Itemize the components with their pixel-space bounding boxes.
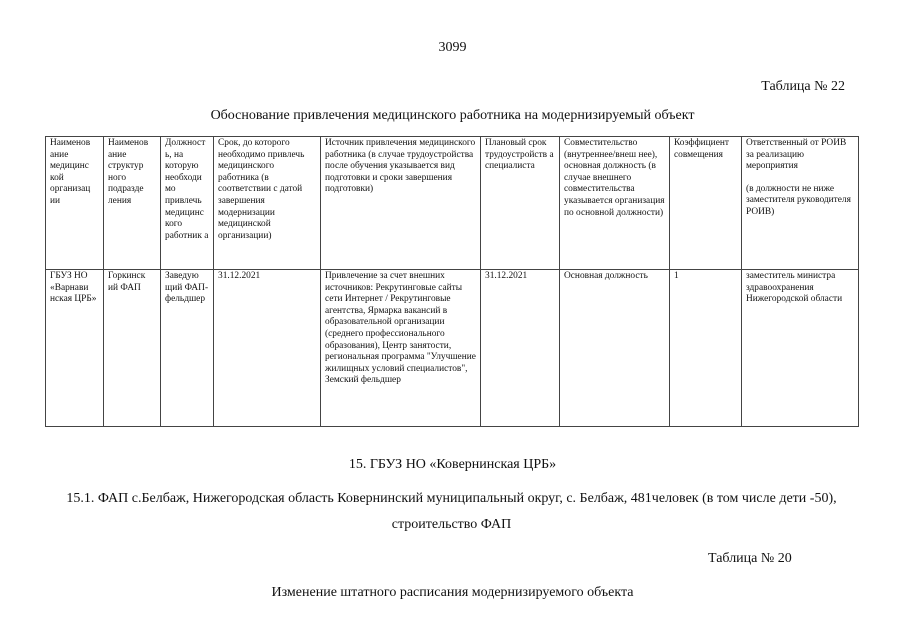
header-cell-deadline: Срок, до которого необходимо привлечь медицинского работника (в соответствии с датой завершения модернизации медицинской организации) <box>214 137 321 270</box>
cell-deadline: 31.12.2021 <box>214 270 321 427</box>
cell-source: Привлечение за счет внешних источников: Рекрутинговые сайты сети Интернет / Рекрутинговые агентства, Ярмарка вакансий в образовательной организации (среднего профессионального образования), Центр занятости, региональная программа "Улучшение жилищных условий специалистов", Земский фельдшер <box>321 270 481 427</box>
header-cell-responsible <box>742 137 859 270</box>
header-responsible-note: (в должности не ниже заместителя руководителя РОИВ) <box>746 183 851 217</box>
header-cell-planned-date: Плановый срок трудоустройств а специалиста <box>481 137 560 270</box>
table-row <box>46 270 859 427</box>
table-number-label: Таблица № 22 <box>761 79 845 94</box>
page-number: 3099 <box>438 40 467 55</box>
header-cell-position: Должност ь, на которую необходи мо привлечь медицинс кого работник а <box>161 137 214 270</box>
header-cell-combination: Совместительство (внутреннее/внеш нее), основная должность (в случае внешнего совместительства указывается организация по основной должности) <box>560 137 670 270</box>
table-caption-2: Изменение штатного расписания модернизируемого объекта <box>271 585 634 600</box>
section-title: 15. ГБУЗ НО «Ковернинская ЦРБ» <box>348 457 557 472</box>
cell-combination: Основная должность <box>560 270 670 427</box>
cell-organization: ГБУЗ НО «Варнави нская ЦРБ» <box>46 270 104 427</box>
table-header-row <box>46 137 859 270</box>
cell-planned-date: 31.12.2021 <box>481 270 560 427</box>
staffing-justification-table <box>45 136 859 427</box>
cell-unit: Горкинск ий ФАП <box>104 270 161 427</box>
header-cell-coefficient: Коэффициент совмещения <box>670 137 742 270</box>
header-cell-source: Источник привлечения медицинского работника (в случае трудоустройства после обучения указывается вид подготовки и сроки завершения подготовки) <box>321 137 481 270</box>
subsection-text: 15.1. ФАП с.Белбаж, Нижегородская область Ковернинский муниципальный округ, с. Белбаж, 481человек (в том числе дети -50), строительство ФАП <box>66 491 837 532</box>
cell-coefficient: 1 <box>670 270 742 427</box>
table-caption: Обоснование привлечения медицинского работника на модернизируемый объект <box>210 108 695 123</box>
cell-position: Заведую щий ФАП-фельдшер <box>161 270 214 427</box>
header-cell-organization: Наименов ание медицинс кой организац ии <box>46 137 104 270</box>
cell-responsible: заместитель министра здравоохранения Нижегородской области <box>742 270 859 427</box>
header-responsible-title: Ответственный от РОИВ за реализацию мероприятия <box>746 138 847 172</box>
table-number-label-2: Таблица № 20 <box>708 551 792 566</box>
header-cell-unit: Наименов ание структур ного подразде ления <box>104 137 161 270</box>
